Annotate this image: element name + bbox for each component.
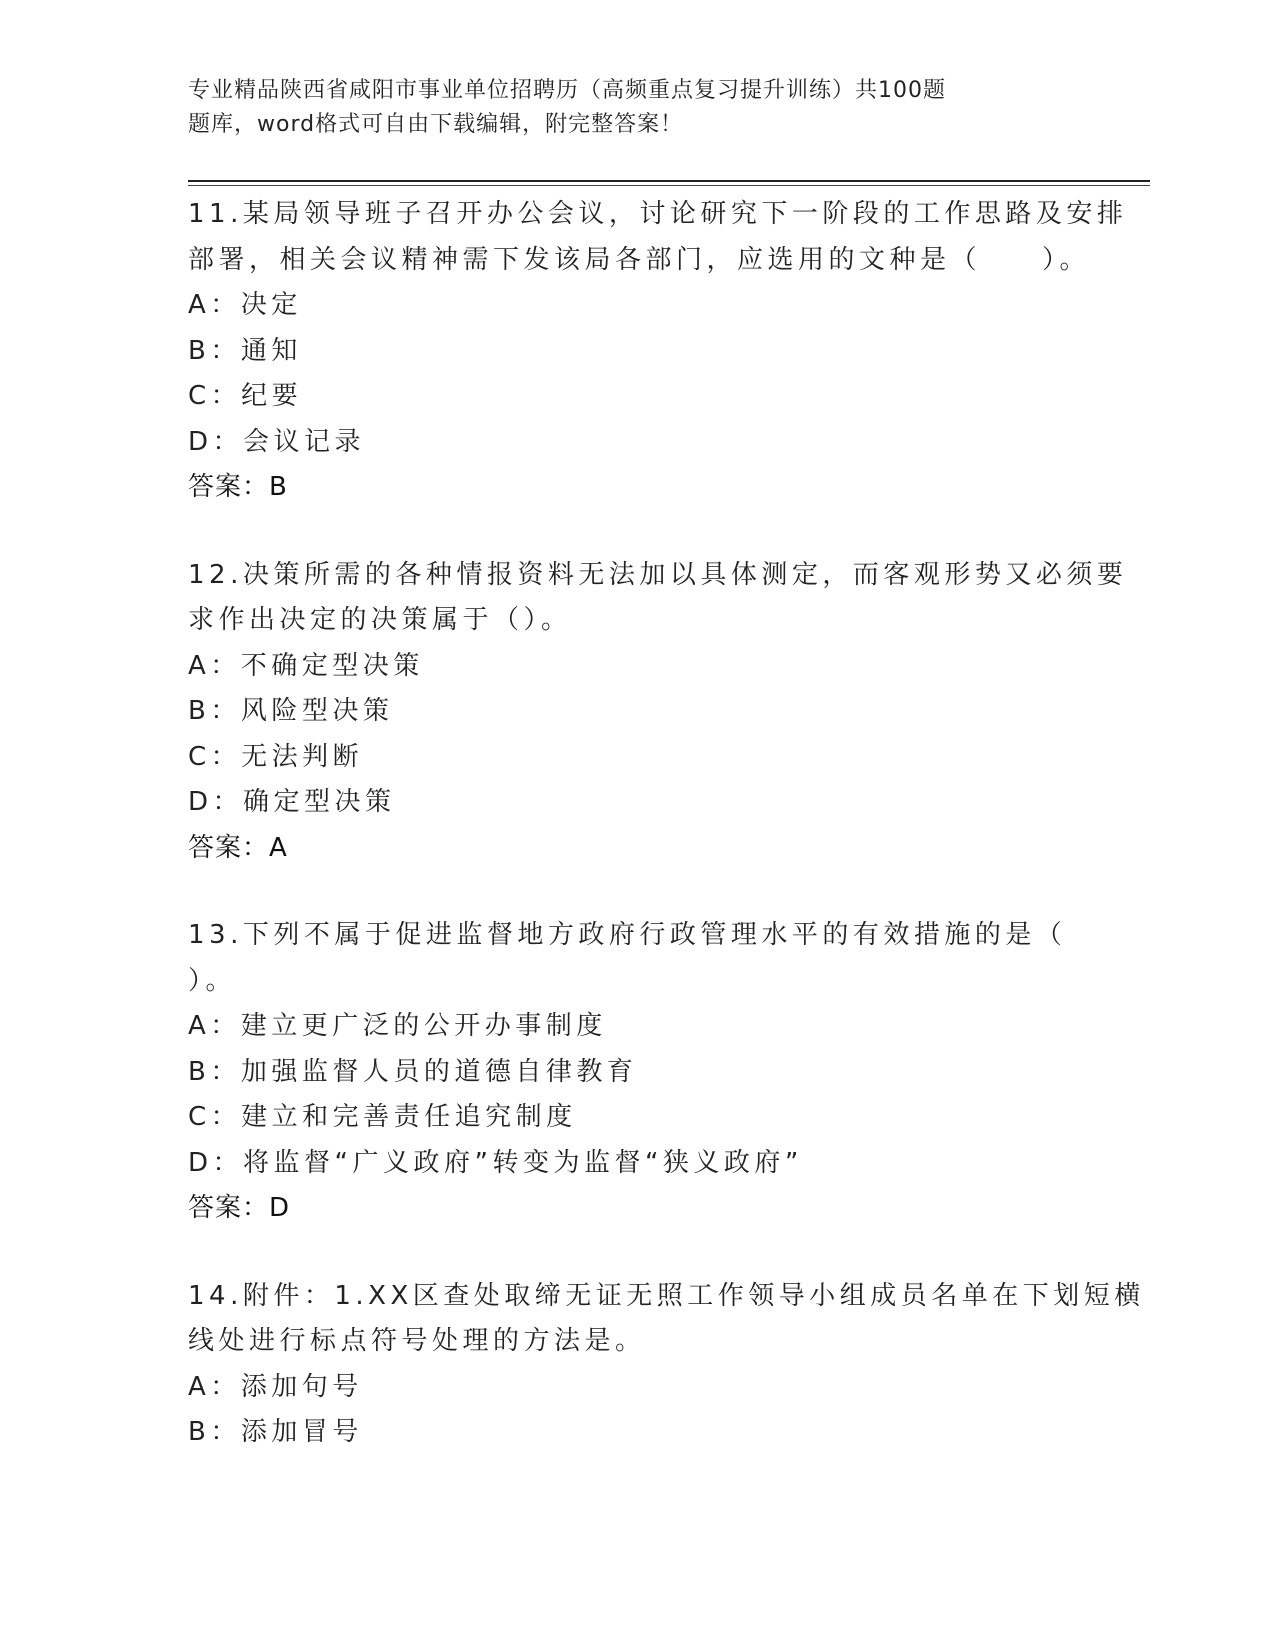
option-a: A：建立更广泛的公开办事制度 bbox=[188, 1011, 607, 1041]
answer-line: 答案：B bbox=[188, 472, 288, 502]
option-b: B：加强监督人员的道德自律教育 bbox=[188, 1056, 638, 1087]
option-c: C：建立和完善责任追究制度 bbox=[188, 1102, 577, 1132]
answer-line: 答案：D bbox=[188, 1193, 291, 1223]
option-a: A：添加句号 bbox=[188, 1371, 363, 1402]
header-divider-thin bbox=[188, 185, 1150, 186]
header-divider-thick bbox=[188, 180, 1150, 182]
question-stem-line: 求作出决定的决策属于（）。 bbox=[188, 605, 572, 635]
question-13 bbox=[188, 913, 1088, 1232]
header-line-1: 专业精品陕西省咸阳市事业单位招聘历（高频重点复习提升训练）共100题 bbox=[188, 78, 946, 103]
question-stem-line: 12.决策所需的各种情报资料无法加以具体测定，而客观形势又必须要 bbox=[188, 559, 1128, 590]
question-stem-line: 14.附件：1.XX区查处取缔无证无照工作领导小组成员名单在下划短横 bbox=[188, 1280, 1145, 1311]
question-stem-line: 部署，相关会议精神需下发该局各部门，应选用的文种是（ ）。 bbox=[188, 244, 1091, 275]
question-12 bbox=[188, 553, 1128, 872]
option-b: B：通知 bbox=[188, 335, 302, 366]
question-11 bbox=[188, 192, 1128, 511]
document-header bbox=[188, 74, 1068, 142]
question-stem-line: ）。 bbox=[188, 965, 237, 996]
option-c: C：无法判断 bbox=[188, 741, 364, 772]
question-list bbox=[188, 192, 1145, 1498]
answer-line: 答案：A bbox=[188, 832, 288, 863]
option-a: A：决定 bbox=[188, 290, 302, 320]
question-stem-line: 线处进行标点符号处理的方法是。 bbox=[188, 1326, 646, 1356]
question-14 bbox=[188, 1274, 1145, 1456]
option-d: D：确定型决策 bbox=[188, 787, 396, 817]
question-stem-line: 13.下列不属于促进监督地方政府行政管理水平的有效措施的是（ bbox=[188, 920, 1067, 950]
option-a: A：不确定型决策 bbox=[188, 650, 424, 681]
option-b: B：添加冒号 bbox=[188, 1417, 363, 1447]
question-stem-line: 11.某局领导班子召开办公会议，讨论研究下一阶段的工作思路及安排 bbox=[188, 199, 1128, 229]
option-b: B：风险型决策 bbox=[188, 696, 394, 726]
header-line-2: 题库，word格式可自由下载编辑，附完整答案！ bbox=[188, 112, 684, 137]
option-d: D：将监督“广义政府”转变为监督“狭义政府” bbox=[188, 1147, 803, 1178]
option-c: C：纪要 bbox=[188, 381, 303, 411]
option-d: D：会议记录 bbox=[188, 426, 366, 457]
